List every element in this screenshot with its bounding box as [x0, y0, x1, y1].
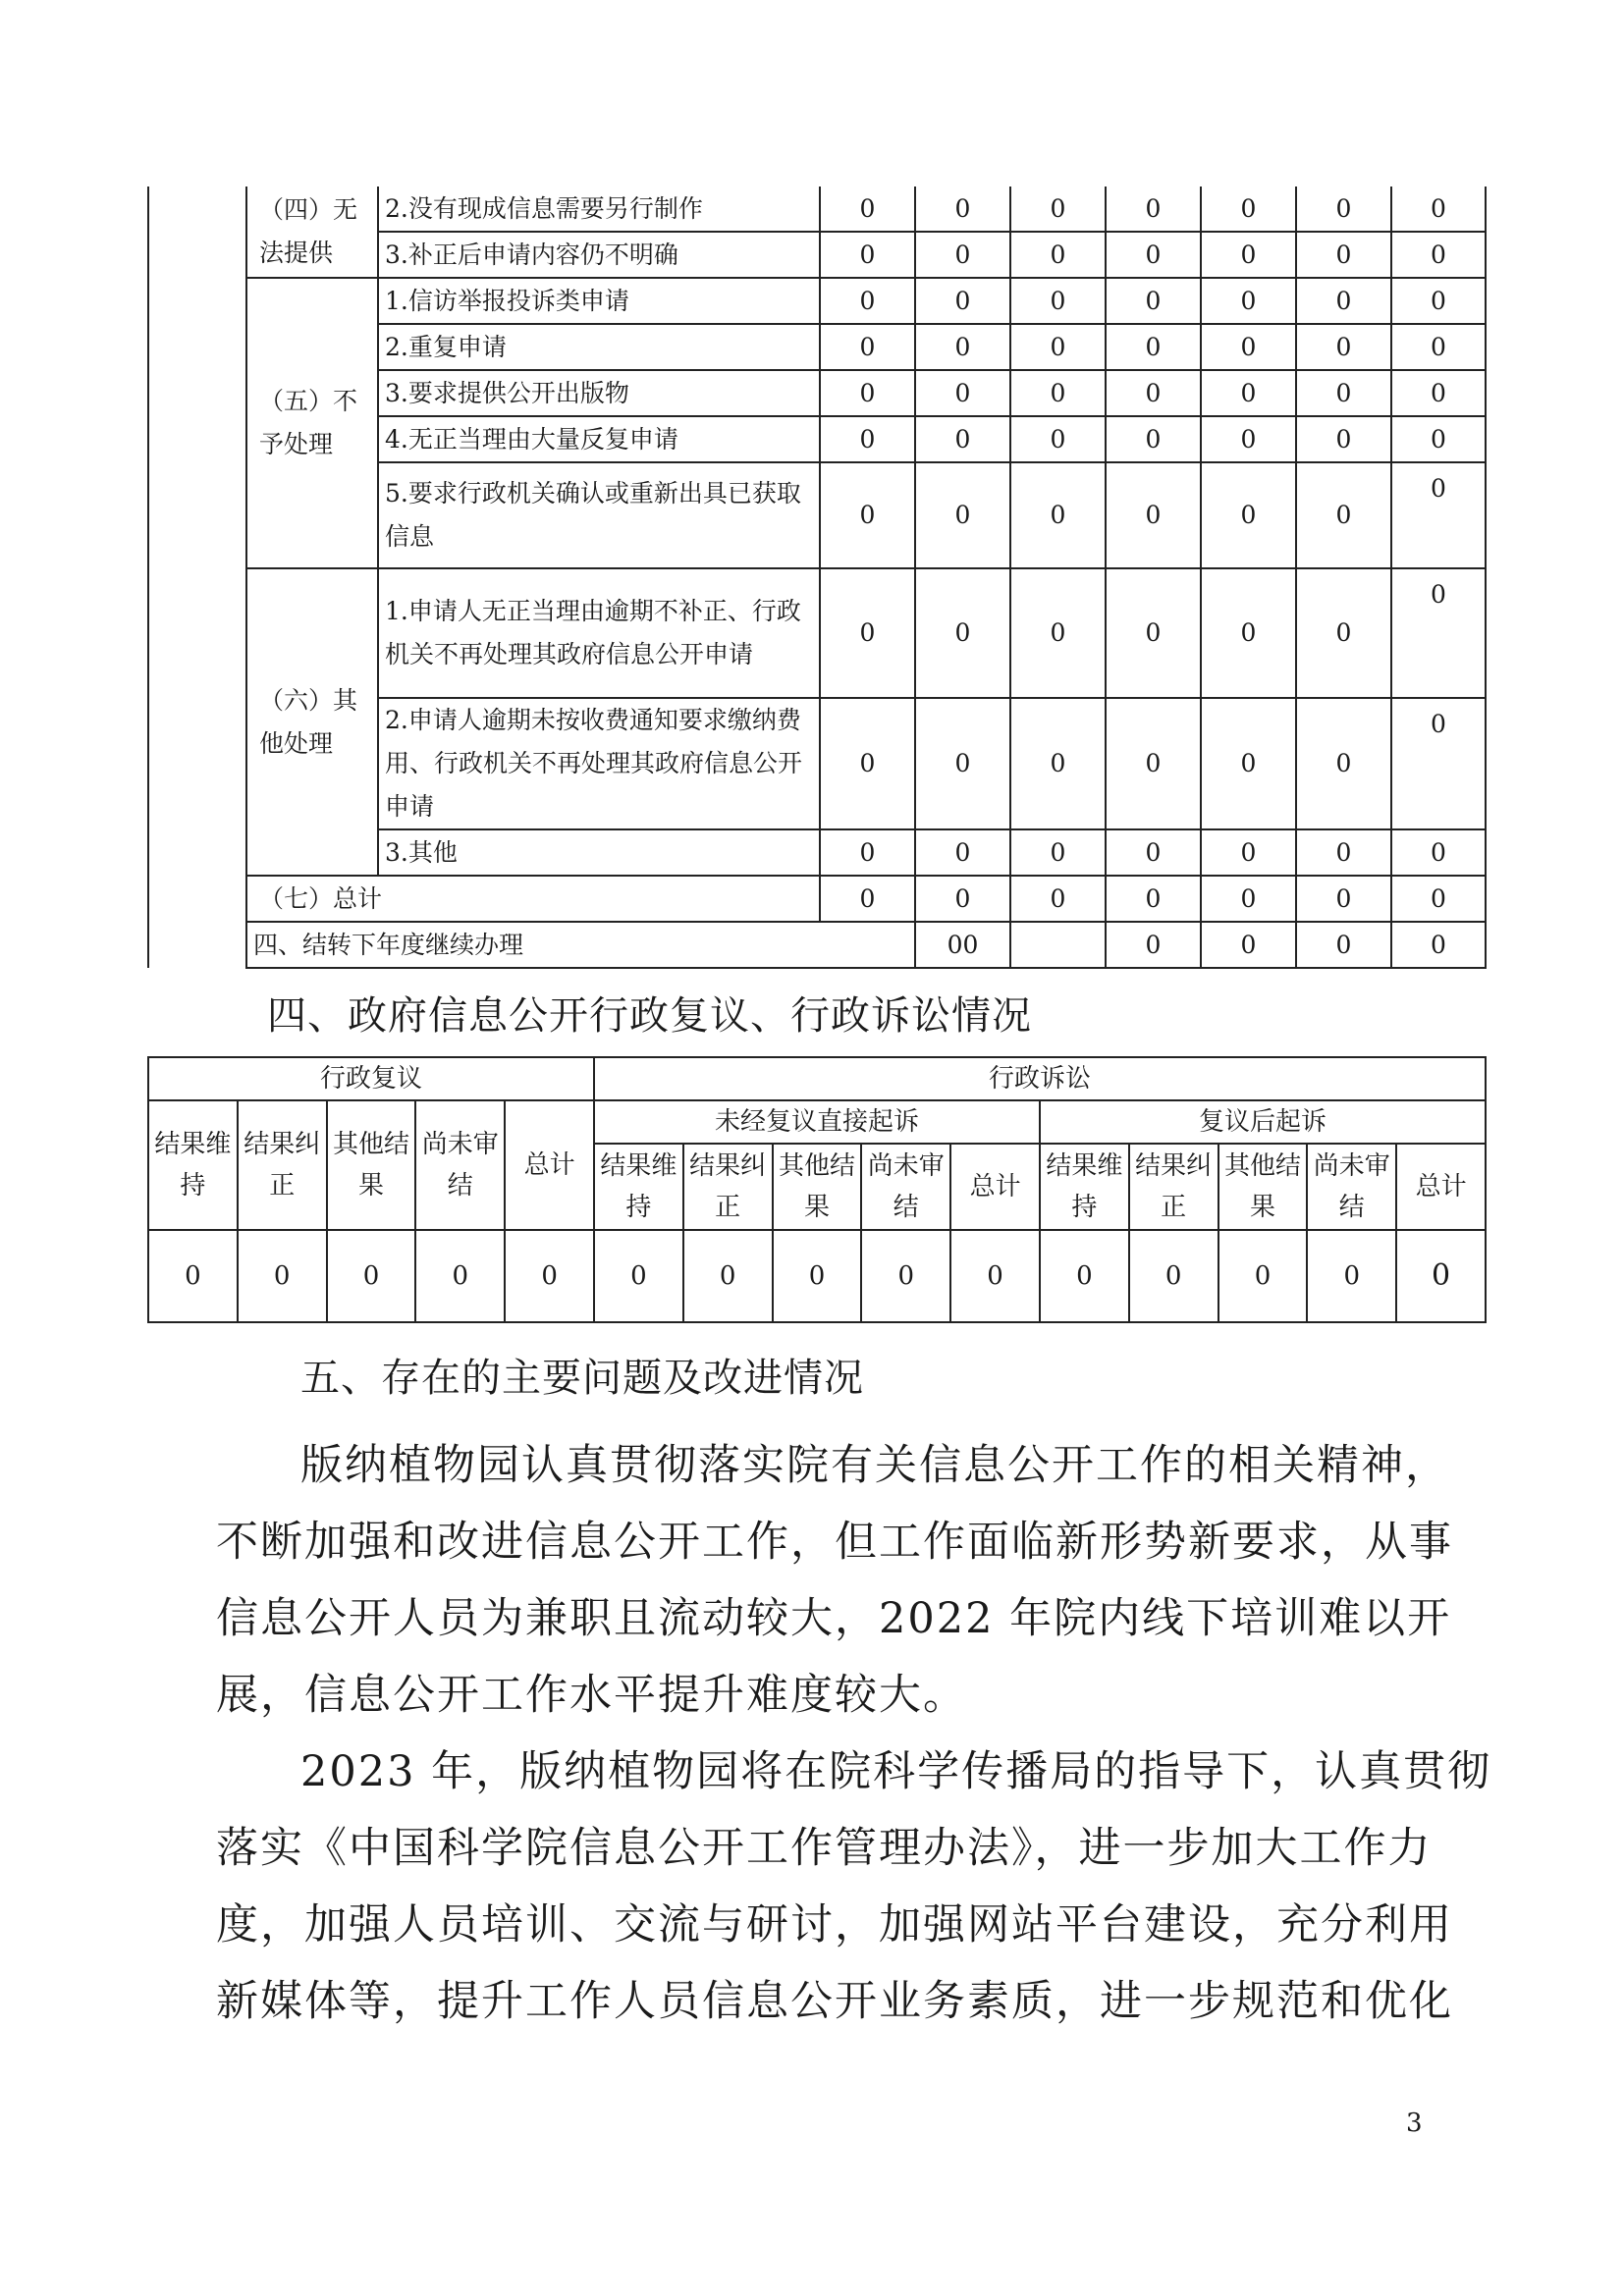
text-line: 新媒体等，提升工作人员信息公开业务素质，进一步规范和优化	[216, 1977, 1453, 2026]
cell-value: 0	[1201, 568, 1296, 698]
text-line: 不断加强和改进信息公开工作，但工作面临新形势新要求，从事	[216, 1518, 1453, 1567]
cell-value: 0	[1010, 187, 1106, 232]
cell-value: 0	[820, 278, 915, 324]
cell-value: 00	[915, 922, 1010, 968]
cell-value: 0	[1010, 232, 1106, 278]
cell-value: 0	[820, 187, 915, 232]
cell-value: 0	[1010, 278, 1106, 324]
cell-value: 0	[683, 1230, 773, 1322]
cell-value: 0	[1391, 416, 1486, 462]
cell-value: 0	[1106, 568, 1201, 698]
header-other-result: 其他结果	[327, 1100, 416, 1230]
cell-value: 0	[820, 416, 915, 462]
header-pending: 尚未审结	[1307, 1144, 1396, 1230]
table-row	[148, 1230, 1486, 1322]
cell-value: 0	[820, 232, 915, 278]
cell-value: 0	[327, 1230, 416, 1322]
header-total: 总计	[950, 1144, 1040, 1230]
cell-value: 0	[1296, 876, 1391, 922]
category-cannot-provide: （四）无法提供	[246, 187, 378, 278]
section4-heading: 四、政府信息公开行政复议、行政诉讼情况	[267, 993, 1032, 1039]
cell-value: 0	[915, 462, 1010, 568]
cell-value: 0	[148, 1230, 238, 1322]
cell-value: 0	[1106, 698, 1201, 829]
cell-value: 0	[915, 324, 1010, 370]
cell-value: 0	[1391, 232, 1486, 278]
cell-value: 0	[1391, 462, 1486, 568]
cell-value: 0	[1296, 416, 1391, 462]
cell-value: 0	[505, 1230, 594, 1322]
cell-value: 0	[773, 1230, 862, 1322]
cell-value: 0	[1391, 876, 1486, 922]
cell-value: 0	[1201, 876, 1296, 922]
cell-value: 0	[1010, 462, 1106, 568]
cell-value	[1010, 922, 1106, 968]
cell-value: 0	[1010, 416, 1106, 462]
header-other-result: 其他结果	[773, 1144, 862, 1230]
cell-value: 0	[1106, 324, 1201, 370]
cell-value: 0	[915, 698, 1010, 829]
cell-value: 0	[915, 278, 1010, 324]
row-label: 4.无正当理由大量反复申请	[378, 416, 820, 462]
text-line: 落实《中国科学院信息公开工作管理办法》，进一步加大工作力	[216, 1824, 1433, 1873]
cell-value: 0	[1010, 698, 1106, 829]
cell-value: 0	[1106, 278, 1201, 324]
row-label: 2.申请人逾期未按收费通知要求缴纳费用、行政机关不再处理其政府信息公开申请	[378, 698, 820, 829]
header-result-corrected: 结果纠正	[238, 1100, 327, 1230]
carry-over-label: 四、结转下年度继续办理	[246, 922, 915, 968]
category-other-processing: （六）其他处理	[246, 568, 378, 876]
text-line: 版纳植物园认真贯彻落实院有关信息公开工作的相关精神，	[300, 1441, 1449, 1490]
total-label: （七）总计	[246, 876, 820, 922]
table-row	[148, 876, 1486, 922]
cell-value: 0	[415, 1230, 505, 1322]
header-result-maintained: 结果维持	[1040, 1144, 1129, 1230]
cell-value: 0	[1307, 1230, 1396, 1322]
cell-value: 0	[1296, 568, 1391, 698]
category-not-processed: （五）不予处理	[246, 278, 378, 568]
cell-value: 0	[820, 568, 915, 698]
row-label: 1.信访举报投诉类申请	[378, 278, 820, 324]
cell-value: 0	[1010, 370, 1106, 416]
header-pending: 尚未审结	[861, 1144, 950, 1230]
cell-value: 0	[1296, 187, 1391, 232]
cell-value: 0	[915, 187, 1010, 232]
cell-value: 0	[1201, 232, 1296, 278]
cell-value: 0	[820, 698, 915, 829]
cell-value: 0	[915, 370, 1010, 416]
cell-value: 0	[1391, 370, 1486, 416]
cell-value: 0	[820, 876, 915, 922]
table-row	[148, 568, 1486, 698]
cell-value: 0	[1391, 324, 1486, 370]
cell-value: 0	[1106, 187, 1201, 232]
cell-value: 0	[1201, 829, 1296, 876]
header-result-corrected: 结果纠正	[683, 1144, 773, 1230]
cell-value: 0	[1296, 324, 1391, 370]
cell-value: 0	[1201, 278, 1296, 324]
cell-value: 0	[1391, 187, 1486, 232]
cell-value: 0	[1106, 232, 1201, 278]
paragraph-problems	[216, 1427, 1453, 1734]
paragraph-improvements	[216, 1734, 1492, 2040]
cell-value: 0	[1396, 1230, 1486, 1322]
table-row	[148, 278, 1486, 324]
cell-value: 0	[1391, 922, 1486, 968]
header-other-result: 其他结果	[1218, 1144, 1308, 1230]
row-label: 5.要求行政机关确认或重新出具已获取信息	[378, 462, 820, 568]
header-result-maintained: 结果维持	[148, 1100, 238, 1230]
header-after-review-suit: 复议后起诉	[1040, 1100, 1486, 1144]
cell-value: 0	[1201, 370, 1296, 416]
text-line: 信息公开人员为兼职且流动较大，2022 年院内线下培训难以开	[216, 1594, 1452, 1643]
cell-value: 0	[1010, 829, 1106, 876]
cell-value: 0	[820, 324, 915, 370]
table-row	[148, 1100, 1486, 1144]
cell-value: 0	[1201, 462, 1296, 568]
cell-value: 0	[1296, 370, 1391, 416]
cell-value: 0	[1010, 324, 1106, 370]
header-admin-review: 行政复议	[148, 1057, 594, 1100]
cell-value: 0	[1106, 922, 1201, 968]
outer-left-column	[148, 187, 246, 968]
cell-value: 0	[915, 416, 1010, 462]
header-admin-litigation: 行政诉讼	[594, 1057, 1486, 1100]
section5-heading: 五、存在的主要问题及改进情况	[300, 1356, 864, 1401]
application-handling-table	[147, 187, 1487, 969]
cell-value: 0	[861, 1230, 950, 1322]
cell-value: 0	[1201, 922, 1296, 968]
cell-value: 0	[915, 876, 1010, 922]
cell-value: 0	[1391, 829, 1486, 876]
table-row	[148, 187, 1486, 232]
cell-value: 0	[1010, 568, 1106, 698]
cell-value: 0	[1106, 462, 1201, 568]
cell-value: 0	[950, 1230, 1040, 1322]
text-line: 展，信息公开工作水平提升难度较大。	[216, 1671, 967, 1720]
header-result-maintained: 结果维持	[594, 1144, 683, 1230]
cell-value: 0	[1391, 568, 1486, 698]
cell-value: 0	[1218, 1230, 1308, 1322]
cell-value: 0	[1296, 278, 1391, 324]
cell-value: 0	[594, 1230, 683, 1322]
cell-value: 0	[915, 232, 1010, 278]
table-row	[148, 1057, 1486, 1100]
cell-value: 0	[1201, 324, 1296, 370]
row-label: 3.其他	[378, 829, 820, 876]
cell-value: 0	[1391, 278, 1486, 324]
row-label: 1.申请人无正当理由逾期不补正、行政机关不再处理其政府信息公开申请	[378, 568, 820, 698]
cell-value: 0	[1296, 232, 1391, 278]
table-row	[148, 922, 1486, 968]
cell-value: 0	[1040, 1230, 1129, 1322]
cell-value: 0	[820, 462, 915, 568]
review-litigation-table	[147, 1056, 1487, 1323]
header-result-corrected: 结果纠正	[1129, 1144, 1218, 1230]
cell-value: 0	[820, 370, 915, 416]
header-direct-suit: 未经复议直接起诉	[594, 1100, 1040, 1144]
header-total: 总计	[1396, 1144, 1486, 1230]
cell-value: 0	[1010, 876, 1106, 922]
cell-value: 0	[1106, 829, 1201, 876]
header-pending: 尚未审结	[415, 1100, 505, 1230]
cell-value: 0	[238, 1230, 327, 1322]
cell-value: 0	[1201, 416, 1296, 462]
cell-value: 0	[1391, 698, 1486, 829]
cell-value: 0	[1296, 698, 1391, 829]
row-label: 3.要求提供公开出版物	[378, 370, 820, 416]
cell-value: 0	[1296, 462, 1391, 568]
cell-value: 0	[1106, 370, 1201, 416]
cell-value: 0	[820, 829, 915, 876]
cell-value: 0	[1296, 829, 1391, 876]
cell-value: 0	[915, 568, 1010, 698]
header-total: 总计	[505, 1100, 594, 1230]
cell-value: 0	[1201, 698, 1296, 829]
row-label: 3.补正后申请内容仍不明确	[378, 232, 820, 278]
text-line: 度，加强人员培训、交流与研讨，加强网站平台建设，充分利用	[216, 1900, 1453, 1949]
cell-value: 0	[1106, 876, 1201, 922]
text-line: 2023 年，版纳植物园将在院科学传播局的指导下，认真贯彻	[300, 1747, 1492, 1796]
cell-value: 0	[1201, 187, 1296, 232]
row-label: 2.没有现成信息需要另行制作	[378, 187, 820, 232]
cell-value: 0	[915, 829, 1010, 876]
page-number: 3	[1406, 2109, 1423, 2138]
cell-value: 0	[1106, 416, 1201, 462]
row-label: 2.重复申请	[378, 324, 820, 370]
cell-value: 0	[1296, 922, 1391, 968]
cell-value: 0	[1129, 1230, 1218, 1322]
